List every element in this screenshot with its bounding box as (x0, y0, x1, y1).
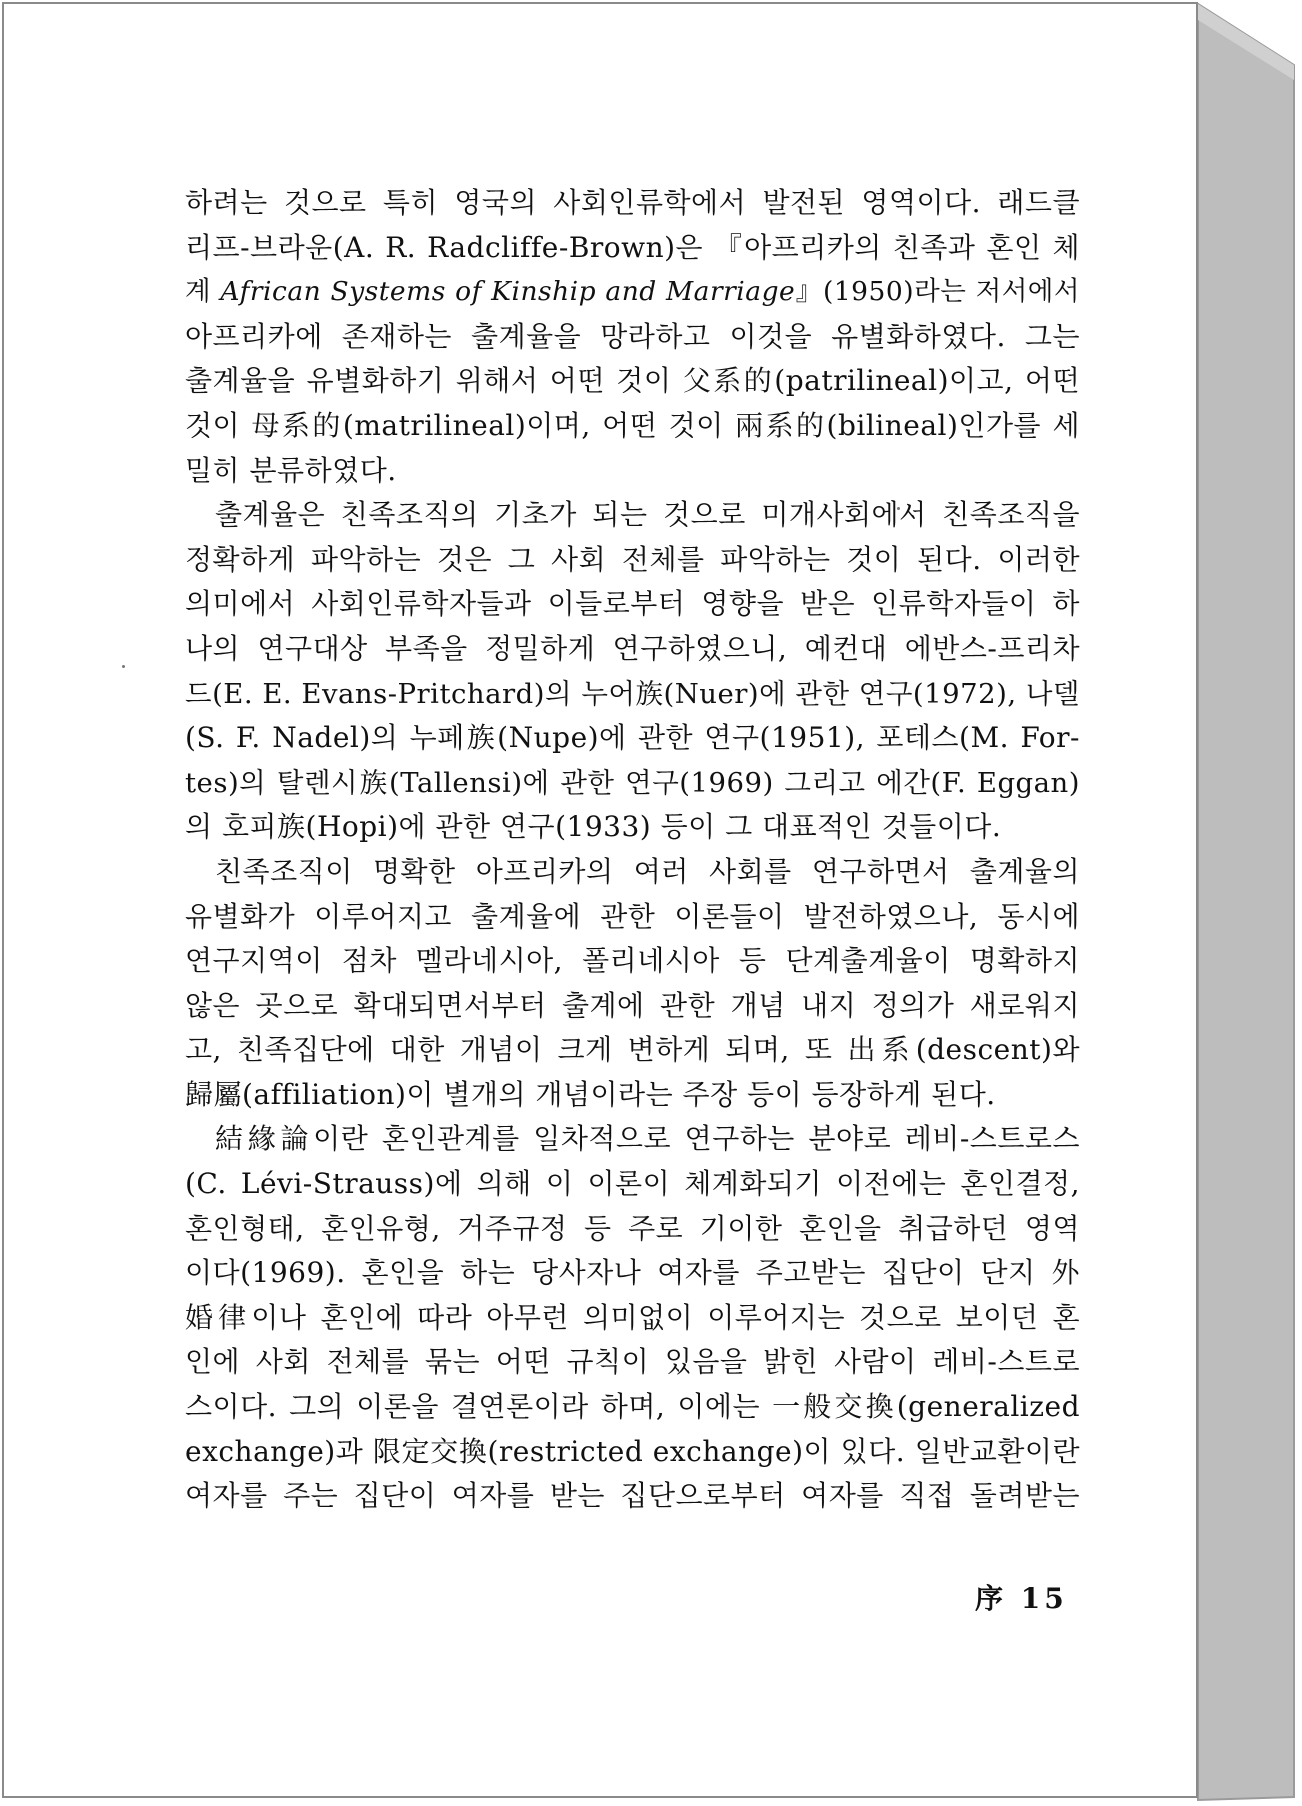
text-line: 출계율은 친족조직의 기초가 되는 것으로 미개사회에서 친족조직을 (215, 498, 1080, 532)
text-line: tes)의 탈렌시族(Tallensi)에 관한 연구(1969) 그리고 에간(F. Eggan) (185, 766, 1080, 799)
text-line: 아프리카에 존재하는 출계율을 망라하고 이것을 유별화하였다. 그는 (185, 319, 1080, 353)
text-line: 의 호피族(Hopi)에 관한 연구(1933) 등이 그 대표적인 것들이다. (185, 810, 1002, 844)
text-line: 연구지역이 점차 멜라네시아, 폴리네시아 등 단계출계율이 명확하지 (185, 944, 1080, 978)
text-line: 고, 친족집단에 대한 개념이 크게 변하게 되며, 또 出系(descent)와 (185, 1033, 1080, 1067)
text-line: 인에 사회 전체를 묶는 어떤 규칙이 있음을 밝힌 사람이 레비-스트로 (185, 1345, 1080, 1379)
text-line (185, 270, 1080, 315)
text-line: 것이 母系的(matrilineal)이며, 어떤 것이 兩系的(bilineal)인가를 세 (185, 408, 1080, 442)
page-folio (975, 1577, 1068, 1617)
text-line: 않은 곳으로 확대되면서부터 출계에 관한 개념 내지 정의가 새로워지 (185, 988, 1080, 1022)
text-run: 』(1950)라는 저서에서 (795, 276, 1080, 308)
text-line: 歸屬(affiliation)이 별개의 개념이라는 주장 등이 등장하게 된다. (185, 1077, 996, 1111)
book-title-italic: African Systems of Kinship and Marriage (220, 276, 796, 308)
text-line: (S. F. Nadel)의 누페族(Nupe)에 관한 연구(1951), 포테스(M. For- (185, 721, 1080, 755)
text-run: 계 (185, 276, 221, 308)
text-line: 여자를 주는 집단이 여자를 받는 집단으로부터 여자를 직접 돌려받는 (185, 1479, 1080, 1513)
text-line: 드(E. E. Evans-Pritchard)의 누어族(Nuer)에 관한 연구(1972), 나델 (185, 677, 1080, 710)
text-line: (C. Lévi-Strauss)에 의해 이 이론이 체계화되기 이전에는 혼인결정, (185, 1167, 1080, 1201)
text-line: 의미에서 사회인류학자들과 이들로부터 영향을 받은 인류학자들이 하 (185, 587, 1080, 621)
text-line: 리프-브라운(A. R. Radcliffe-Brown)은 『아프리카의 친족과 혼인 체 (185, 230, 1080, 264)
text-line: 結緣論이란 혼인관계를 일차적으로 연구하는 분야로 레비-스트로스 (215, 1122, 1080, 1156)
text-line: 밀히 분류하였다. (185, 453, 397, 487)
body-text (185, 181, 1080, 1519)
text-line: 婚律이나 혼인에 따라 아무런 의미없이 이루어지는 것으로 보이던 혼 (185, 1300, 1080, 1334)
text-line: 혼인형태, 혼인유형, 거주규정 등 주로 기이한 혼인을 취급하던 영역 (185, 1211, 1080, 1245)
page-number: 15 (1020, 1582, 1068, 1615)
text-line: exchange)과 限定交換(restricted exchange)이 있다. 일반교환이란 (185, 1434, 1080, 1468)
text-line: 스이다. 그의 이론을 결연론이라 하며, 이에는 一般交換(generalized (185, 1390, 1080, 1424)
text-line: 친족조직이 명확한 아프리카의 여러 사회를 연구하면서 출계율의 (215, 854, 1080, 888)
text-line: 정확하게 파악하는 것은 그 사회 전체를 파악하는 것이 된다. 이러한 (185, 542, 1080, 576)
text-line: 유별화가 이루어지고 출계율에 관한 이론들이 발전하였으나, 동시에 (185, 899, 1080, 933)
text-line: 이다(1969). 혼인을 하는 당사자나 여자를 주고받는 집단이 단지 外 (185, 1256, 1080, 1290)
text-line: 나의 연구대상 부족을 정밀하게 연구하였으니, 예컨대 에반스-프리차 (185, 631, 1080, 665)
text-line: 출계율을 유별화하기 위해서 어떤 것이 父系的(patrilineal)이고, 어떤 (185, 364, 1080, 398)
folio-label: 序 (975, 1582, 1008, 1615)
scan-speck (122, 665, 125, 668)
text-line: 하려는 것으로 특히 영국의 사회인류학에서 발전된 영역이다. 래드클 (185, 186, 1080, 219)
